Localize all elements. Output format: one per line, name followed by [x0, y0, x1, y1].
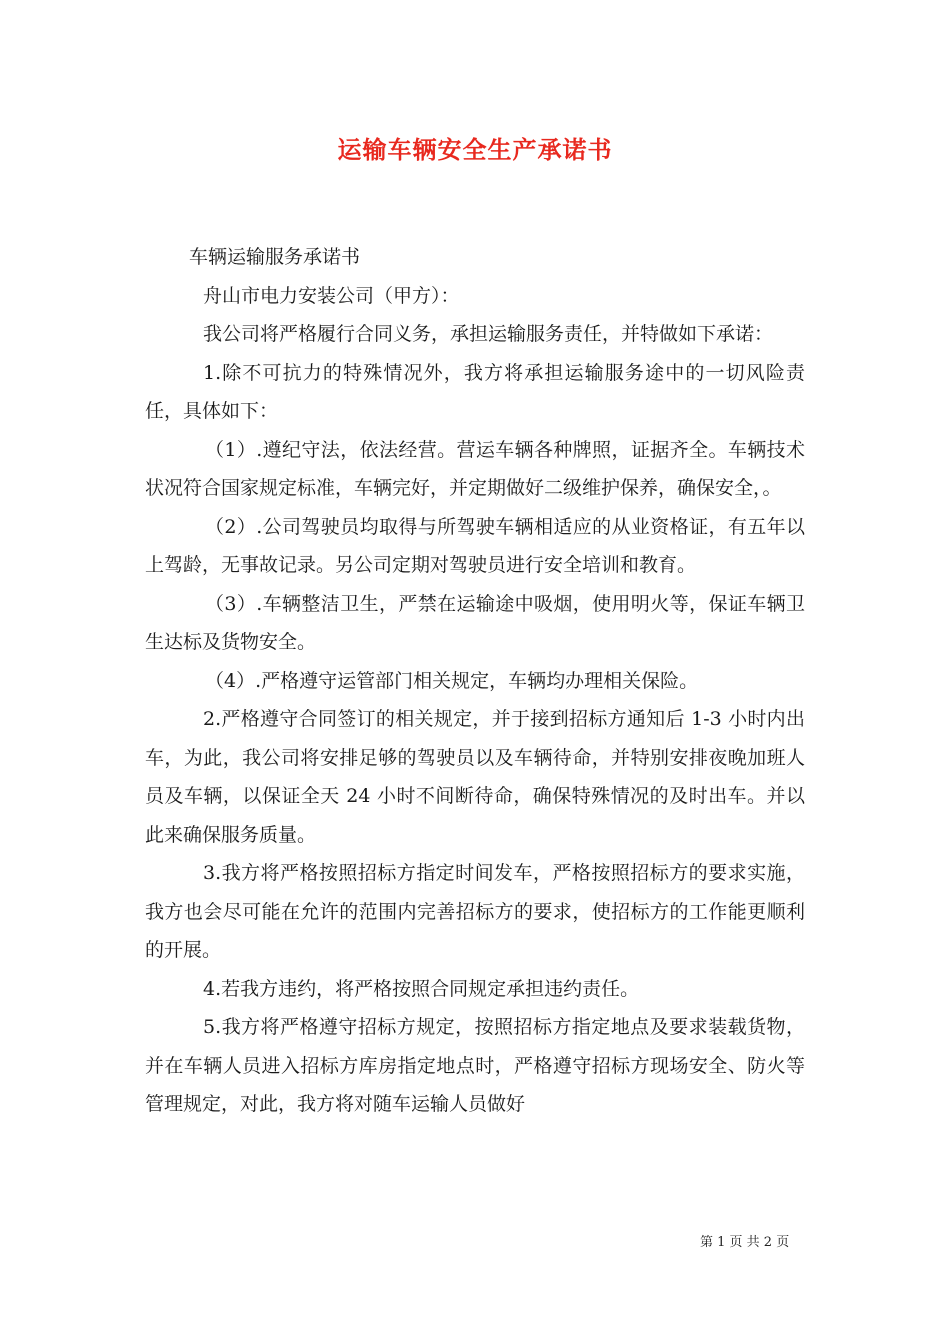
- clause-4-paragraph: 4.若我方违约，将严格按照合同规定承担违约责任。: [203, 977, 640, 1000]
- clause-1-4-paragraph: （4）.严格遵守运管部门相关规定，车辆均办理相关保险。: [205, 669, 699, 692]
- addressee-paragraph: 舟山市电力安装公司（甲方）：: [203, 284, 460, 307]
- clause-2-paragraph: 2.严格遵守合同签订的相关规定，并于接到招标方通知后 1-3 小时内出车，为此，我公司将安排足够的驾驶员以及车辆待命，并特别安排夜晚加班人员及车辆，以保证全天 24 小时不间断待命，确保特殊情况的及时出车。并以此来确保服务质量。: [145, 708, 805, 846]
- clause-5-paragraph: 5.我方将严格遵守招标方规定，按照招标方指定地点及要求装载货物，并在车辆人员进入招标方库房指定地点时，严格遵守招标方现场安全、防火等管理规定，对此，我方将对随车运输人员做好: [145, 1016, 805, 1115]
- intro-paragraph: 我公司将严格履行合同义务，承担运输服务责任，并特做如下承诺：: [203, 323, 774, 345]
- clause-3-paragraph: 3.我方将严格按照招标方指定时间发车，严格按照招标方的要求实施，我方也会尽可能在允许的范围内完善招标方的要求，使招标方的工作能更顺利的开展。: [145, 862, 805, 961]
- page-number-footer: 第 1 页 共 2 页: [700, 1235, 790, 1250]
- subtitle-paragraph: 车辆运输服务承诺书: [189, 246, 361, 268]
- clause-1-1-paragraph: （1）.遵纪守法，依法经营。营运车辆各种牌照，证据齐全。车辆技术状况符合国家规定标准，车辆完好，并定期做好二级维护保养，确保安全，。: [145, 438, 805, 499]
- document-body: [145, 238, 805, 1124]
- clause-1-paragraph: 1.除不可抗力的特殊情况外，我方将承担运输服务途中的一切风险责任，具体如下：: [145, 361, 805, 422]
- clause-1-2-paragraph: （2）.公司驾驶员均取得与所驾驶车辆相适应的从业资格证，有五年以上驾龄，无事故记录。另公司定期对驾驶员进行安全培训和教育。: [145, 515, 805, 576]
- clause-1-3-paragraph: （3）.车辆整洁卫生，严禁在运输途中吸烟，使用明火等，保证车辆卫生达标及货物安全。: [145, 592, 805, 653]
- document-title: 运输车辆安全生产承诺书: [337, 135, 613, 164]
